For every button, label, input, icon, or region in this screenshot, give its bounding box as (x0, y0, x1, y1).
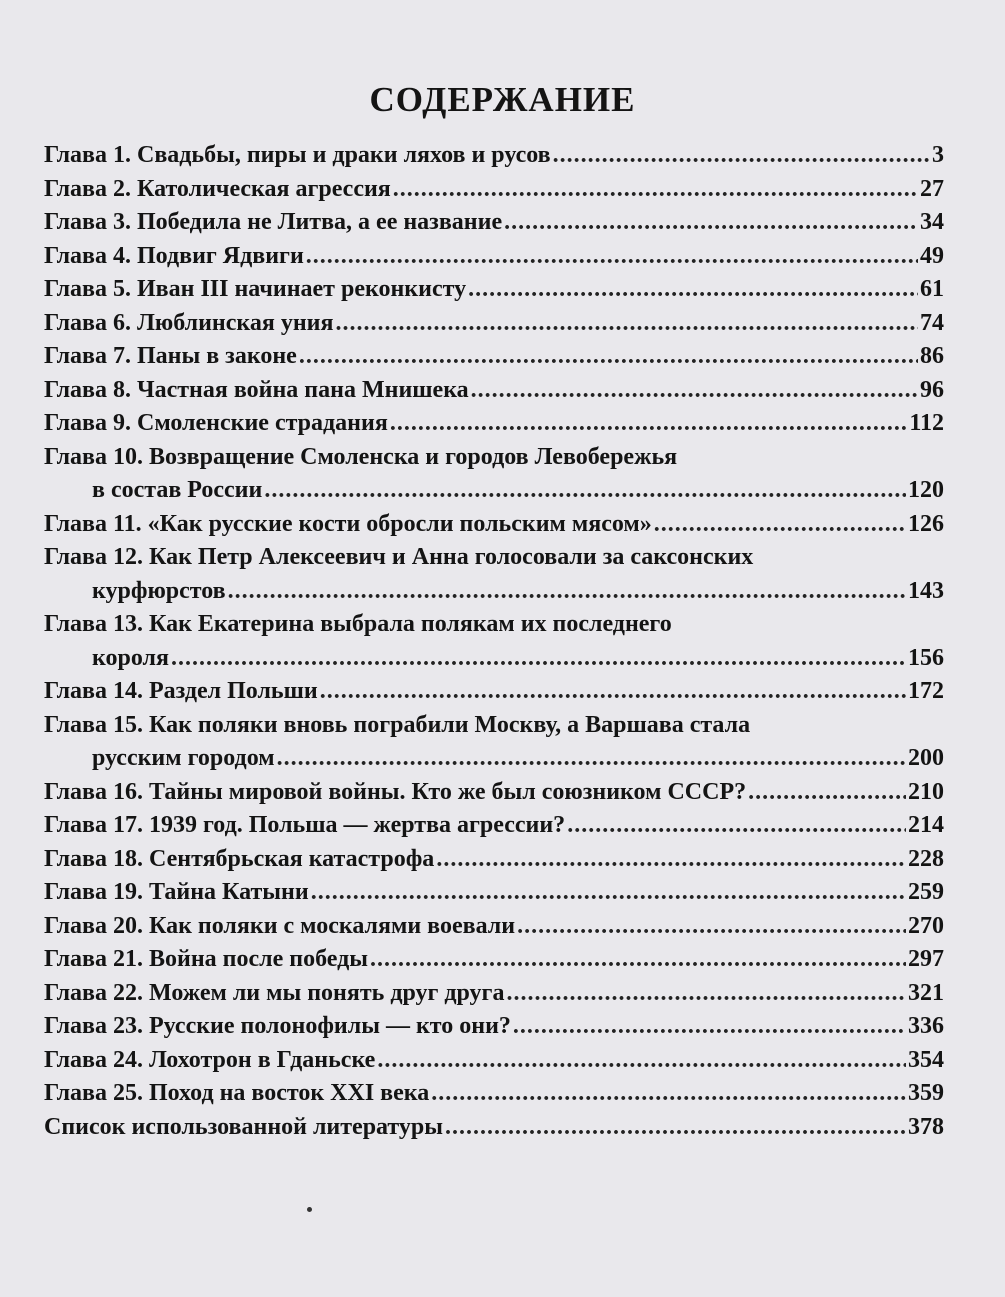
dot-leader (335, 307, 918, 341)
toc-entry (44, 206, 944, 240)
toc-entry-title: Глава 5. Иван III начинает реконкисту (44, 276, 467, 302)
toc-page-number: 143 (908, 577, 944, 604)
toc-entry (44, 1077, 944, 1111)
toc-entry-title: Глава 11. «Как русские кости обросли польским мясом» (44, 510, 652, 537)
toc-entry (44, 776, 944, 810)
toc-entry-title: Глава 23. Русские полонофилы — кто они? (44, 1013, 511, 1039)
dot-leader (390, 407, 908, 441)
toc-page-number: 86 (920, 343, 944, 369)
dot-leader (436, 843, 906, 877)
toc-page-number: 336 (908, 1013, 944, 1039)
toc-page-number: 112 (909, 410, 944, 436)
toc-entry (44, 809, 944, 843)
toc-entry-title: Список использованной литературы (44, 1113, 443, 1140)
toc-entry (44, 273, 944, 307)
toc-page-number: 200 (908, 745, 944, 771)
toc-entry (44, 240, 944, 274)
toc-entry (44, 709, 944, 776)
toc-entry (44, 943, 944, 977)
toc-page-number: 156 (908, 644, 944, 671)
toc-entry-title: Глава 16. Тайны мировой войны. Кто же был союзником СССР? (44, 778, 747, 805)
toc-entry-title-first-line: Глава 15. Как поляки вновь пограбили Москву, а Варшава стала (44, 711, 751, 738)
toc-entry-title: русским городом (92, 745, 275, 771)
toc-entry (44, 173, 944, 207)
toc-entry (44, 910, 944, 944)
toc-entry (44, 441, 944, 508)
toc-page-number: 259 (908, 879, 944, 905)
toc-page-number: 3 (932, 142, 944, 168)
dot-leader (320, 675, 906, 709)
toc-entry (44, 307, 944, 341)
toc-page-number: 354 (908, 1046, 944, 1073)
toc-entry-title: курфюрстов (92, 577, 226, 604)
toc-entry-title: короля (92, 644, 169, 671)
dot-leader (567, 809, 906, 843)
toc-entry-title: Глава 9. Смоленские страдания (44, 410, 388, 436)
dot-leader (431, 1077, 906, 1111)
toc-entry (44, 340, 944, 374)
dot-leader (377, 1044, 906, 1078)
toc-page-number: 126 (908, 510, 944, 537)
toc-page-number: 74 (920, 309, 944, 336)
toc-entry (44, 541, 944, 608)
toc-entry-title: Глава 6. Люблинская уния (44, 309, 334, 336)
toc-entry-title-first-line: Глава 10. Возвращение Смоленска и городов Левобережья (44, 443, 678, 470)
toc-entry-title: Глава 21. Война после победы (44, 946, 368, 972)
dot-leader (513, 1010, 906, 1044)
dot-leader (504, 206, 918, 240)
toc-entry-title: Глава 8. Частная война пана Мнишека (44, 376, 469, 403)
toc-entry-title: Глава 18. Сентябрьская катастрофа (44, 845, 435, 872)
toc-page-number: 228 (908, 845, 944, 872)
dot-leader (445, 1111, 906, 1145)
dot-leader (748, 776, 906, 810)
toc-entry-title: Глава 4. Подвиг Ядвиги (44, 242, 304, 269)
toc-entry (44, 675, 944, 709)
dot-leader (471, 374, 918, 408)
toc-page-number: 34 (920, 209, 944, 235)
toc-entry-title-first-line: Глава 13. Как Екатерина выбрала полякам их последнего (44, 611, 672, 637)
toc-page-number: 297 (908, 946, 944, 972)
dot-leader (553, 139, 930, 173)
toc-entry-title: Глава 17. 1939 год. Польша — жертва агрессии? (44, 812, 566, 838)
toc-entry-title: Глава 7. Паны в законе (44, 343, 297, 369)
ink-dot (307, 1207, 312, 1212)
toc-entry (44, 1044, 944, 1078)
toc-page-number: 120 (908, 477, 944, 503)
dot-leader (306, 240, 918, 274)
toc-entry (44, 977, 944, 1011)
page-title: СОДЕРЖАНИЕ (369, 80, 636, 119)
dot-leader (393, 173, 918, 207)
toc-entry-title: Глава 3. Победила не Литва, а ее название (44, 209, 503, 235)
toc-entry-title: Глава 24. Лохотрон в Гданьске (44, 1046, 376, 1073)
toc-entry-title: Глава 22. Можем ли мы понять друг друга (44, 979, 505, 1006)
toc-entry-title: Глава 19. Тайна Катыни (44, 879, 309, 905)
toc-entry (44, 1010, 944, 1044)
dot-leader (264, 474, 906, 508)
toc-page-number: 378 (908, 1113, 944, 1140)
dot-leader (517, 910, 906, 944)
dot-leader (468, 273, 918, 307)
toc-entry (44, 608, 944, 675)
toc-entry (44, 876, 944, 910)
toc-entry-title: в состав России (92, 477, 263, 503)
toc-entry (44, 139, 944, 173)
dot-leader (299, 340, 918, 374)
toc-page-number: 210 (908, 778, 944, 805)
table-of-contents (44, 139, 944, 1144)
toc-entry-title: Глава 25. Поход на восток XXI века (44, 1080, 430, 1106)
toc-page-number: 96 (920, 376, 944, 403)
toc-entry (44, 843, 944, 877)
toc-page-number: 270 (908, 912, 944, 939)
dot-leader (370, 943, 906, 977)
toc-entry (44, 1111, 944, 1145)
toc-page-number: 321 (908, 979, 944, 1006)
toc-page-number: 27 (920, 175, 944, 202)
toc-page-number: 172 (908, 678, 944, 704)
toc-page-number: 49 (920, 242, 944, 269)
dot-leader (171, 642, 906, 676)
dot-leader (311, 876, 906, 910)
dot-leader (506, 977, 906, 1011)
toc-entry (44, 374, 944, 408)
toc-entry-title: Глава 1. Свадьбы, пиры и драки ляхов и русов (44, 142, 551, 168)
toc-page-number: 61 (920, 276, 944, 302)
toc-page-number: 214 (908, 812, 944, 838)
dot-leader (654, 508, 906, 542)
toc-entry-title-first-line: Глава 12. Как Петр Алексеевич и Анна голосовали за саксонских (44, 544, 754, 570)
dot-leader (228, 575, 906, 609)
dot-leader (277, 742, 906, 776)
toc-entry-title: Глава 20. Как поляки с москалями воевали (44, 912, 516, 939)
toc-entry (44, 508, 944, 542)
toc-entry-title: Глава 2. Католическая агрессия (44, 175, 391, 202)
toc-entry-title: Глава 14. Раздел Польши (44, 678, 318, 704)
toc-entry (44, 407, 944, 441)
toc-page-number: 359 (908, 1080, 944, 1106)
